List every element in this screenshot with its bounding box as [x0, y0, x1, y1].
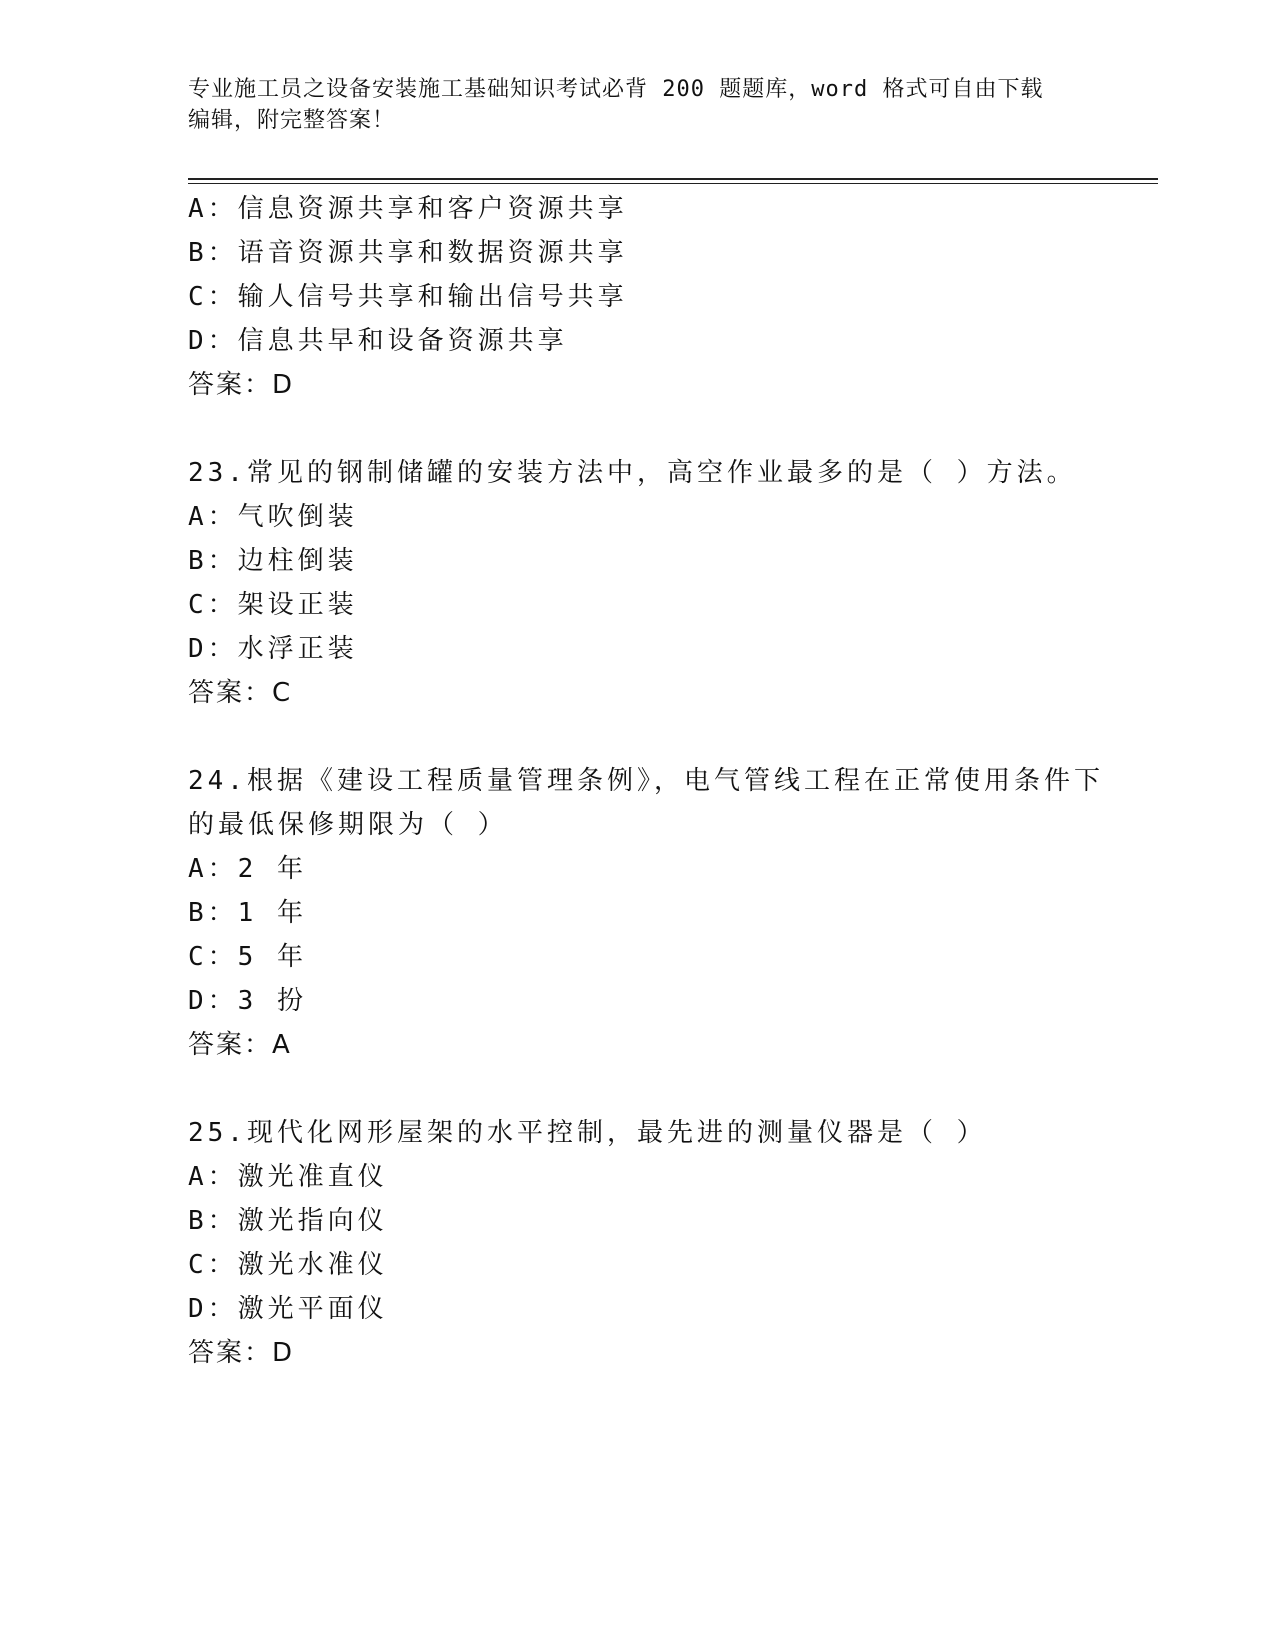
q23-option-a: A：气吹倒装 [188, 502, 358, 532]
document-header [188, 74, 1068, 136]
q22-option-c: C：输人信号共享和输出信号共享 [188, 282, 628, 312]
q24-question-line-2: 的最低保修期限为（ ） [188, 810, 508, 840]
q25-question: 25.现代化网形屋架的水平控制，最先进的测量仪器是（ ） [188, 1118, 987, 1148]
q25-option-a: A：激光准直仪 [188, 1162, 388, 1192]
q22-answer: 答案：D [188, 370, 295, 400]
q23-answer: 答案：C [188, 678, 293, 708]
q23-option-c: C：架设正装 [188, 590, 358, 620]
header-line-1: 专业施工员之设备安装施工基础知识考试必背 200 题题库，word 格式可自由下载 [188, 77, 1044, 102]
q22-option-b: B：语音资源共享和数据资源共享 [188, 238, 628, 268]
q24-option-a: A：2 年 [188, 854, 307, 884]
q23-question: 23.常见的钢制储罐的安装方法中，高空作业最多的是（ ）方法。 [188, 458, 1077, 488]
header-rule-thick [188, 178, 1158, 180]
q23-option-d: D：水浮正装 [188, 634, 358, 664]
q24-question-line-1: 24.根据《建设工程质量管理条例》，电气管线工程在正常使用条件下 [188, 766, 1104, 796]
q24-option-c: C：5 年 [188, 942, 307, 972]
q25-answer: 答案：D [188, 1338, 295, 1368]
header-line-2: 编辑，附完整答案！ [188, 108, 396, 133]
q24-option-b: B：1 年 [188, 898, 307, 928]
q25-option-b: B：激光指向仪 [188, 1206, 388, 1236]
q22-option-a: A：信息资源共享和客户资源共享 [188, 194, 628, 224]
q24-option-d: D：3 扮 [188, 986, 307, 1016]
q22-option-d: D：信息共早和设备资源共享 [188, 326, 568, 356]
q24-answer: 答案：A [188, 1030, 292, 1060]
q23-option-b: B：边柱倒装 [188, 546, 358, 576]
q25-option-d: D：激光平面仪 [188, 1294, 388, 1324]
header-rule-thin [188, 183, 1158, 184]
q25-option-c: C：激光水准仪 [188, 1250, 388, 1280]
